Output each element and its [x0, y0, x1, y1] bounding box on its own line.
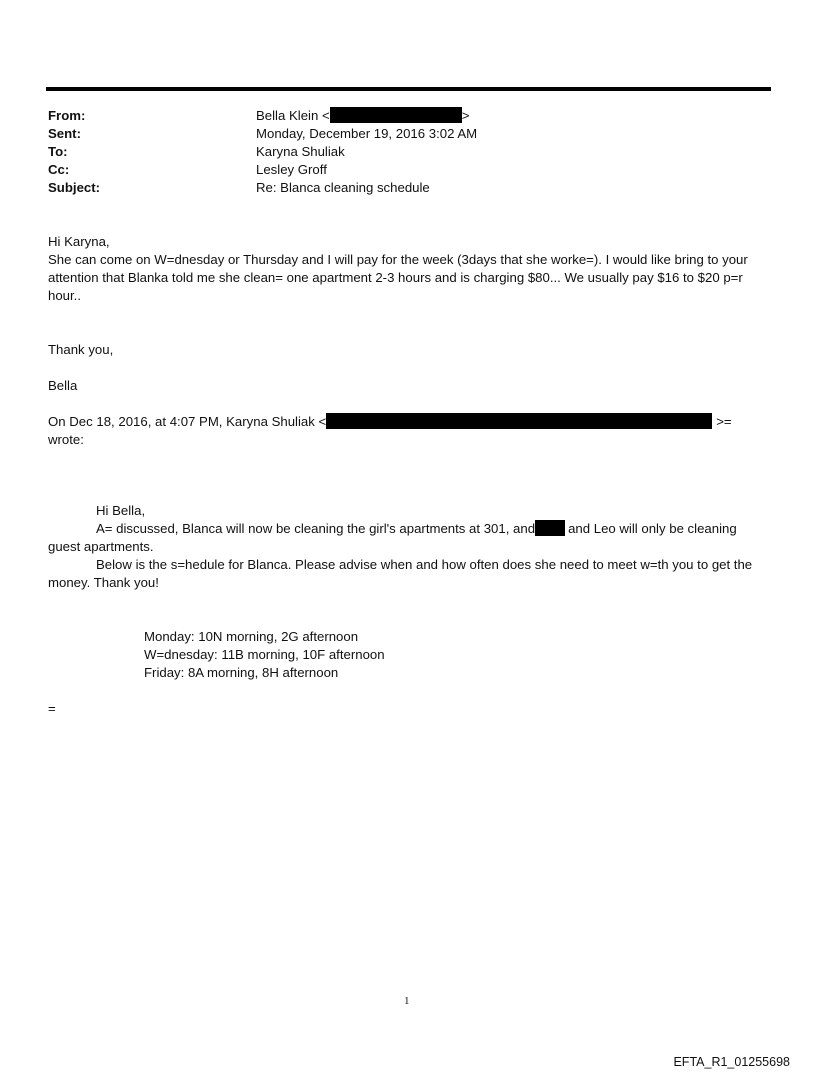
body-line: She can come on W=dnesday or Thursday and I will pay for the week (3days that she worke=). I would like bring to your [48, 252, 748, 267]
header-rule [46, 87, 771, 91]
signature: Bella [48, 378, 78, 393]
quoted-line: Below is the s=hedule for Blanca. Please advise when and how often does she need to meet w=th you to get the [96, 557, 753, 572]
trailing-mark: = [48, 701, 56, 716]
redaction-box [330, 107, 462, 123]
schedule-item: Friday: 8A morning, 8H afternoon [144, 665, 339, 680]
redaction-box [326, 413, 712, 429]
body-line: hour.. [48, 288, 81, 303]
quoted-line: guest apartments. [48, 539, 154, 554]
quoted-greeting: Hi Bella, [96, 503, 146, 518]
quoted-line: money. Thank you! [48, 575, 159, 590]
subject-value: Re: Blanca cleaning schedule [256, 180, 430, 195]
from-value [256, 107, 469, 125]
body-line: attention that Blanka told me she clean= one apartment 2-3 hours and is charging $80... We usually pay $16 to $20 p=r [48, 270, 743, 285]
quoted-line-end: and Leo will only be cleaning [568, 521, 737, 536]
quote-wrote: wrote: [48, 432, 84, 447]
from-end: > [461, 108, 470, 123]
quote-intro [48, 413, 732, 431]
sent-label: Sent: [48, 126, 81, 141]
sent-value: Monday, December 19, 2016 3:02 AM [256, 126, 478, 141]
closing-thanks: Thank you, [48, 342, 114, 357]
schedule-item: W=dnesday: 11B morning, 10F afternoon [144, 647, 385, 662]
page-number: 1 [404, 995, 410, 1007]
quote-intro-start: On Dec 18, 2016, at 4:07 PM, Karyna Shuliak < [48, 414, 327, 429]
redaction-box [535, 520, 565, 536]
quoted-line-start: A= discussed, Blanca will now be cleaning the girl's apartments at 301, and [96, 521, 536, 536]
to-value: Karyna Shuliak [256, 144, 345, 159]
cc-label: Cc: [48, 162, 70, 177]
subject-label: Subject: [48, 180, 101, 195]
schedule-item: Monday: 10N morning, 2G afternoon [144, 629, 359, 644]
document-id: EFTA_R1_01255698 [673, 1055, 790, 1069]
greeting: Hi Karyna, [48, 234, 110, 249]
quoted-line [96, 520, 737, 538]
cc-value: Lesley Groff [256, 162, 327, 177]
to-label: To: [48, 144, 68, 159]
from-name: Bella Klein < [256, 108, 330, 123]
quote-intro-end: >= [716, 414, 732, 429]
from-label: From: [48, 108, 86, 123]
